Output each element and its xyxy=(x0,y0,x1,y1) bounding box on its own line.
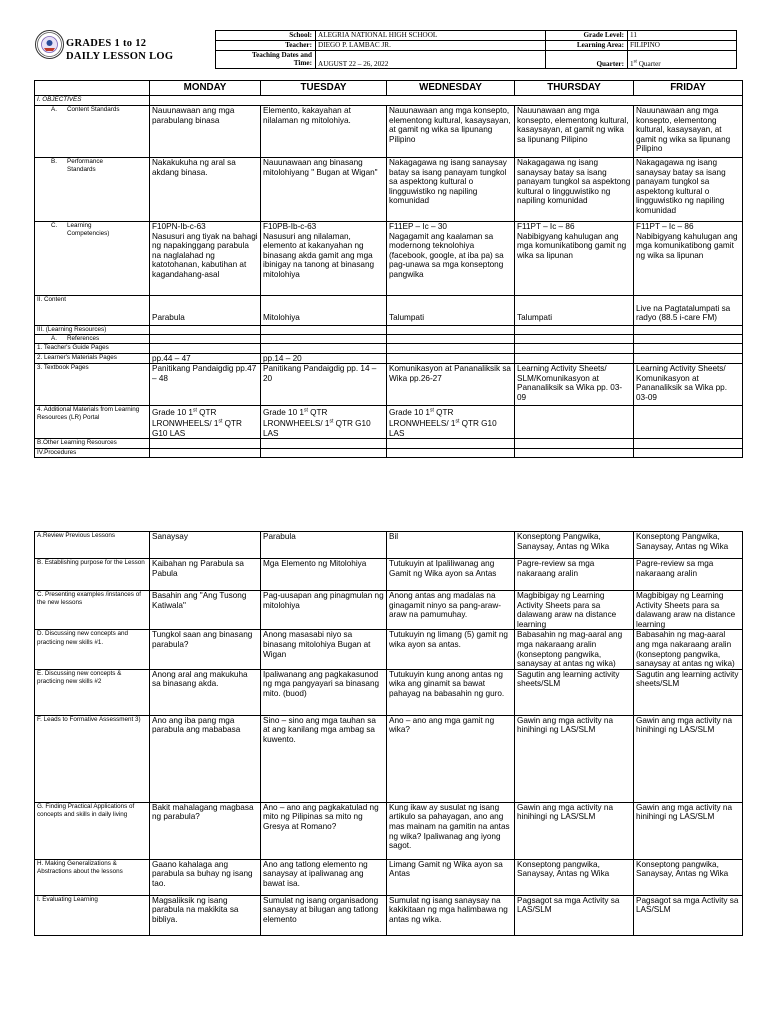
procedure-cell-friday: Konseptong Pangwika, Sanaysay, Antas ng Wika xyxy=(634,532,743,559)
procedure-cell-thursday: Konseptong pangwika, Sanaysay, Antas ng Wika xyxy=(515,859,634,895)
procedure-label: C. Presenting examples /instances of the new lessons xyxy=(35,591,150,630)
procedure-cell-tuesday: Pag-uusapan ang pinagmulan ng mitolohiya xyxy=(261,591,387,630)
additional-monday: Grade 10 1st QTR LRONWHEELS/ 1st QTR G10 LAS xyxy=(150,406,261,439)
performance-standards-tuesday: Nauunawaan ang binasang mitolohiyang " Bugan at Wigan" xyxy=(261,158,387,222)
procedure-cell-tuesday: Sumulat ng isang organisadong sanaysay at bilugan ang tatlong elemento xyxy=(261,895,387,935)
day-header-friday: FRIDAY xyxy=(634,81,743,96)
procedure-cell-wednesday: Tutukuyin ng limang (5) gamit ng wika ayon sa antas. xyxy=(387,630,515,669)
procedures-table xyxy=(34,531,743,936)
additional-wednesday: Grade 10 1st QTR LRONWHEELS/ 1st QTR G10 LAS xyxy=(387,406,515,439)
procedure-row xyxy=(35,559,743,591)
teacher-value: DIEGO P. LAMBAC JR. xyxy=(316,41,546,51)
procedure-cell-friday: Gawin ang mga activity na hinihingi ng LAS/SLM xyxy=(634,715,743,802)
procedure-label: A.Review Previous Lessons xyxy=(35,532,150,559)
procedure-row xyxy=(35,859,743,895)
procedure-cell-wednesday: Bil xyxy=(387,532,515,559)
lm-pages-friday xyxy=(634,353,743,364)
procedure-cell-thursday: Sagutin ang learning activity sheets/SLM xyxy=(515,669,634,715)
performance-standards-wednesday: Nakagagawa ng isang sanaysay batay sa isang panayam tungkol sa aspektong kultural o lingguwistiko ng napiling komunidad xyxy=(387,158,515,222)
header-info-table xyxy=(215,30,737,69)
grade-level-label: Grade Level: xyxy=(546,31,628,41)
procedure-label: F. Leads to Formative Assessment 3) xyxy=(35,715,150,802)
procedure-cell-friday: Magbibigay ng Learning Activity Sheets para sa dalawang araw na distance learning xyxy=(634,591,743,630)
procedure-row xyxy=(35,532,743,559)
lm-pages-tuesday: pp.14 – 20 xyxy=(261,353,387,364)
performance-standards-monday: Nakakukuha ng aral sa akdang binasa. xyxy=(150,158,261,222)
procedure-cell-monday: Anong aral ang makukuha sa binasang akda. xyxy=(150,669,261,715)
content-label: II. Content xyxy=(35,296,150,326)
performance-standards-friday: Nakagagawa ng isang sanaysay batay sa isang panayam tungkol sa aspektong kultural o lingguwistiko ng napiling komunidad xyxy=(634,158,743,222)
procedure-cell-thursday: Babasahin ng mag-aaral ang mga nakaraang aralin (konseptong pangwika, sanaysay at antas ng wika) xyxy=(515,630,634,669)
competency-thursday: F11PT – Ic – 86 Nabibigyang kahulugan ang mga komunikatibong gamit ng wika sa lipunan xyxy=(515,222,634,296)
content-friday: Live na Pagtatalumpati sa radyo (88.5 i-care FM) xyxy=(634,296,743,326)
procedure-cell-thursday: Gawin ang mga activity na hinihingi ng LAS/SLM xyxy=(515,715,634,802)
learning-area-label: Learning Area: xyxy=(546,41,628,51)
corner-cell xyxy=(35,81,150,96)
additional-tuesday: Grade 10 1st QTR LRONWHEELS/ 1st QTR G10 LAS xyxy=(261,406,387,439)
learning-area-value: FILIPINO xyxy=(628,41,737,51)
procedure-cell-thursday: Gawin ang mga activity na hinihingi ng LAS/SLM xyxy=(515,802,634,859)
procedure-row xyxy=(35,802,743,859)
procedure-cell-tuesday: Anong masasabi niyo sa binasang mitolohiya Bugan at Wigan xyxy=(261,630,387,669)
procedure-cell-monday: Basahin ang "Ang Tusong Katiwala" xyxy=(150,591,261,630)
grade-level-value: 11 xyxy=(628,31,737,41)
content-standards-label: A. Content Standards xyxy=(35,106,150,158)
competency-wednesday: F11EP – Ic – 30 Nagagamit ang kaalaman sa modernong teknolohiya (facebook, google, at iba pa) sa pag-unawa sa mga konseptong pangwika xyxy=(387,222,515,296)
procedure-cell-tuesday: Ipaliwanang ang pagkakasunod ng mga pangyayari sa binasang mito. (buod) xyxy=(261,669,387,715)
textbook-thursday: Learning Activity Sheets/ SLM/Komunikasyon at Pananaliksik sa Wika pp. 03-09 xyxy=(515,364,634,406)
textbook-wednesday: Komunikasyon at Pananaliksik sa Wika pp.26-27 xyxy=(387,364,515,406)
procedure-label: G. Finding Practical Applications of concepts and skills in daily living xyxy=(35,802,150,859)
procedure-cell-friday: Konseptong pangwika, Sanaysay, Antas ng Wika xyxy=(634,859,743,895)
procedure-cell-monday: Tungkol saan ang binasang parabula? xyxy=(150,630,261,669)
day-header-wednesday: WEDNESDAY xyxy=(387,81,515,96)
teachers-guide-label: 1. Teacher's Guide Pages xyxy=(35,344,150,353)
procedure-cell-tuesday: Mga Elemento ng Mitolohiya xyxy=(261,559,387,591)
performance-standards-row xyxy=(35,158,743,222)
school-label: School: xyxy=(216,31,316,41)
additional-thursday xyxy=(515,406,634,439)
procedure-cell-friday: Gawin ang mga activity na hinihingi ng LAS/SLM xyxy=(634,802,743,859)
procedure-row xyxy=(35,715,743,802)
procedure-row xyxy=(35,669,743,715)
procedure-cell-monday: Bakit mahalagang magbasa ng parabula? xyxy=(150,802,261,859)
deped-seal-logo xyxy=(35,30,64,59)
content-row xyxy=(35,296,743,326)
procedure-cell-friday: Pagre-review sa mga nakaraang aralin xyxy=(634,559,743,591)
day-header-thursday: THURSDAY xyxy=(515,81,634,96)
textbook-tuesday: Panitikang Pandaigdig pp. 14 – 20 xyxy=(261,364,387,406)
content-standards-monday: Nauunawaan ang mga parabulang binasa xyxy=(150,106,261,158)
procedure-cell-tuesday: Ano – ano ang pagkakatulad ng mito ng Pilipinas sa mito ng Gresya at Romano? xyxy=(261,802,387,859)
procedure-cell-wednesday: Limang Gamit ng Wika ayon sa Antas xyxy=(387,859,515,895)
procedure-label: D. Discussing new concepts and practicing new skills #1. xyxy=(35,630,150,669)
quarter-label: Quarter: xyxy=(546,51,628,69)
day-header-monday: MONDAY xyxy=(150,81,261,96)
content-standards-tuesday: Elemento, kakayahan at nilalaman ng mitolohiya. xyxy=(261,106,387,158)
performance-standards-thursday: Nakagagawa ng isang sanaysay batay sa isang panayam tungkol sa aspektong kultural o lingguwistiko ng napiling komunidad xyxy=(515,158,634,222)
procedure-cell-tuesday: Parabula xyxy=(261,532,387,559)
other-resources-label: B.Other Learning Resources xyxy=(35,439,150,448)
procedure-cell-wednesday: Anong antas ang madalas na ginagamit ninyo sa pang-araw-araw na pamumuhay. xyxy=(387,591,515,630)
procedures-heading: IV.Procedures xyxy=(35,448,150,457)
procedure-cell-monday: Ano ang iba pang mga parabula ang mababasa xyxy=(150,715,261,802)
learning-competencies-row xyxy=(35,222,743,296)
day-header-tuesday: TUESDAY xyxy=(261,81,387,96)
procedure-cell-monday: Magsaliksik ng isang parabula na makikita sa bibliya. xyxy=(150,895,261,935)
competency-monday: F10PN-Ib-c-63 Nasusuri ang tiyak na bahagi ng napakinggang parabula na naglalahad ng katotohanan, kabutihan at kagandahang-asal xyxy=(150,222,261,296)
content-wednesday: Talumpati xyxy=(387,296,515,326)
competency-friday: F11PT – Ic – 86 Nabibigyang kahulugan ang mga komunikatibong gamit ng wika sa lipunan xyxy=(634,222,743,296)
learners-materials-label: 2. Learner's Materials Pages xyxy=(35,353,150,364)
school-value: ALEGRIA NATIONAL HIGH SCHOOL xyxy=(316,31,546,41)
content-monday: Parabula xyxy=(150,296,261,326)
procedure-label: B. Establishing purpose for the Lesson xyxy=(35,559,150,591)
teacher-label: Teacher: xyxy=(216,41,316,51)
procedure-row xyxy=(35,895,743,935)
content-standards-thursday: Nauunawaan ang mga konsepto, elementong kultural, kasaysayan, at gamit ng wika sa lipunang Pilipino xyxy=(515,106,634,158)
procedure-cell-wednesday: Tutukuyin kung anong antas ng wika ang ginamit sa bawat pahayag na babasahin ng guro. xyxy=(387,669,515,715)
content-thursday: Talumpati xyxy=(515,296,634,326)
procedure-cell-friday: Babasahin ng mag-aaral ang mga nakaraang aralin (konseptong pangwika, sanaysay at antas ng wika) xyxy=(634,630,743,669)
quarter-value xyxy=(628,51,737,69)
content-standards-friday: Nauunawaan ang mga konsepto, elementong kultural, kasaysayan, at gamit ng wika sa lipunang Pilipino xyxy=(634,106,743,158)
procedure-row xyxy=(35,630,743,669)
procedure-cell-thursday: Pagre-review sa mga nakaraang aralin xyxy=(515,559,634,591)
performance-standards-label: B. Performance Standards xyxy=(35,158,150,222)
learning-resources-heading: III. (Learning Resources) xyxy=(35,326,150,335)
procedure-cell-monday: Gaano kahalaga ang parabula sa buhay ng isang tao. xyxy=(150,859,261,895)
procedure-cell-wednesday: Tutukuyin at Ipaliliwanag ang Gamit ng Wika ayon sa Antas xyxy=(387,559,515,591)
content-standards-wednesday: Nauunawaan ang mga konsepto, elementong kultural, kasaysayan, at gamit ng wika sa lipunang Pilipino xyxy=(387,106,515,158)
textbook-monday: Panitikang Pandaigdig pp.47 – 48 xyxy=(150,364,261,406)
competency-tuesday: F10PB-Ib-c-63 Nasusuri ang nilalaman, elemento at kakanyahan ng binasang akda gamit ang mga ibinigay na tanong at binasang mitolohiya xyxy=(261,222,387,296)
form-title-line1: GRADES 1 to 12 xyxy=(66,38,147,49)
objectives-heading: I. OBJECTIVES xyxy=(35,96,150,106)
teaching-dates-label: Teaching Dates and Time: xyxy=(216,51,316,69)
procedure-label: H. Making Generalizations & Abstractions about the lessons xyxy=(35,859,150,895)
form-title-line2: DAILY LESSON LOG xyxy=(66,51,174,62)
procedure-label: E. Discussing new concepts & practicing new skills #2 xyxy=(35,669,150,715)
quarter-value-text: 1st Quarter xyxy=(630,59,661,68)
procedure-cell-tuesday: Ano ang tatlong elemento ng sanaysay at ipaliwanag ang bawat isa. xyxy=(261,859,387,895)
lm-pages-monday: pp.44 – 47 xyxy=(150,353,261,364)
lm-pages-wednesday xyxy=(387,353,515,364)
procedure-cell-friday: Pagsagot sa mga Activity sa LAS/SLM xyxy=(634,895,743,935)
procedure-row xyxy=(35,591,743,630)
procedure-cell-thursday: Magbibigay ng Learning Activity Sheets para sa dalawang araw na distance learning xyxy=(515,591,634,630)
procedure-cell-friday: Sagutin ang learning activity sheets/SLM xyxy=(634,669,743,715)
textbook-pages-label: 3. Textbook Pages xyxy=(35,364,150,406)
procedure-cell-thursday: Konseptong Pangwika, Sanaysay, Antas ng Wika xyxy=(515,532,634,559)
procedure-cell-monday: Sanaysay xyxy=(150,532,261,559)
content-tuesday: Mitolohiya xyxy=(261,296,387,326)
procedure-cell-wednesday: Kung ikaw ay susulat ng isang artikulo sa pahayagan, ano ang mas mainam na gamitin na antas ng wika? Ipaliwanag ang iyong sagot. xyxy=(387,802,515,859)
teaching-dates-value: AUGUST 22 – 26, 2022 xyxy=(316,51,546,69)
procedure-cell-tuesday: Sino – sino ang mga tauhan sa at ang kanilang mga ambag sa kuwento. xyxy=(261,715,387,802)
learning-competencies-label: C. Learning Competencies) xyxy=(35,222,150,296)
references-label: A. References xyxy=(35,335,150,344)
procedure-cell-monday: Kaibahan ng Parabula sa Pabula xyxy=(150,559,261,591)
procedure-cell-wednesday: Ano – ano ang mga gamit ng wika? xyxy=(387,715,515,802)
procedure-label: I. Evaluating Learning xyxy=(35,895,150,935)
procedure-cell-wednesday: Sumulat ng isang sanaysay na kakikitaan ng mga halimbawa ng antas ng wika. xyxy=(387,895,515,935)
content-standards-row xyxy=(35,106,743,158)
additional-materials-label: 4. Additional Materials from Learning Resources (LR) Portal xyxy=(35,406,150,439)
procedure-cell-thursday: Pagsagot sa mga Activity sa LAS/SLM xyxy=(515,895,634,935)
lm-pages-thursday xyxy=(515,353,634,364)
textbook-friday: Learning Activity Sheets/ Komunikasyon at Pananaliksik sa Wika pp. 03-09 xyxy=(634,364,743,406)
lesson-log-table xyxy=(34,80,743,458)
additional-friday xyxy=(634,406,743,439)
